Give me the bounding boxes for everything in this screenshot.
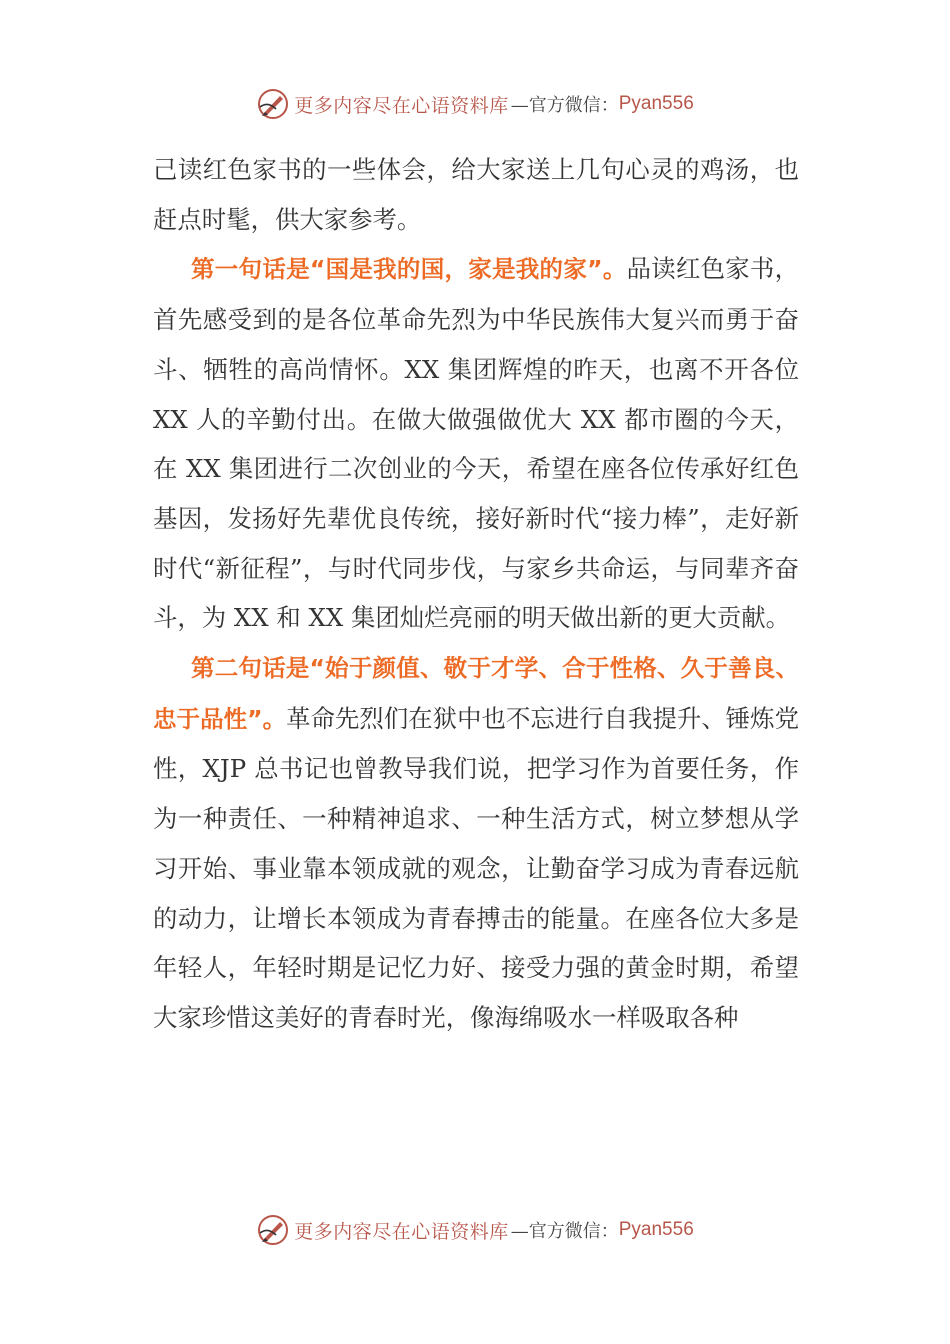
footer-brand: 更多内容尽在心语资料库 <box>294 1220 509 1243</box>
header-brand: 更多内容尽在心语资料库 <box>294 94 509 117</box>
paragraph-2-heading: 第二句话是“始于颜值、敬于才学、合于性格、久于善良、忠于品性”。 <box>153 654 799 733</box>
document-body <box>153 145 799 1043</box>
paragraph-1-heading: 第一句话是“国是我的国，家是我的家”。 <box>191 255 627 284</box>
paragraph-1-text: 品读红色家书，首先感受到的是各位革命先烈为中华民族伟大复兴而勇于奋斗、牺牲的高尚情怀。XX 集团辉煌的昨天，也离不开各位 XX 人的辛勤付出。在做大做强做优大 XX 都市圈的今天，在 XX 集团进行二次创业的今天，希望在座各位传承好红色基因，发扬好先辈优良传统，接好新时代“接力棒”，走好新时代“新征程”，与时代同步伐，与家乡共命运，与同辈齐奋斗，为 XX 和 XX 集团灿烂亮丽的明天做出新的更大贡献。 <box>153 254 799 633</box>
footer-contact: —官方微信： <box>510 1221 619 1242</box>
paragraph-2-text: 革命先烈们在狱中也不忘进行自我提升、锤炼党性，XJP 总书记也曾教导我们说，把学习作为首要任务，作为一种责任、一种精神追求、一种生活方式，树立梦想从学习开始、事业靠本领成就的观念，让勤奋学习成为青春远航的动力，让增长本领成为青春搏击的能量。在座各位大多是年轻人，年轻时期是记忆力好、接受力强的黄金时期，希望大家珍惜这美好的青春时光，像海绵吸水一样吸取各种 <box>153 703 799 1032</box>
header-handle: Pyan556 <box>618 93 694 114</box>
footer-handle: Pyan556 <box>618 1219 694 1240</box>
pen-nib-logo-icon <box>256 1213 290 1247</box>
paragraph-0: 己读红色家书的一些体会，给大家送上几句心灵的鸡汤，也赶点时髦，供大家参考。 <box>153 155 799 234</box>
header-banner <box>0 84 950 124</box>
paragraph-1 <box>153 244 799 643</box>
paragraph-2 <box>153 643 799 1043</box>
footer-banner <box>0 1210 950 1250</box>
header-contact: —官方微信： <box>510 95 619 116</box>
pen-nib-logo-icon <box>256 87 290 121</box>
